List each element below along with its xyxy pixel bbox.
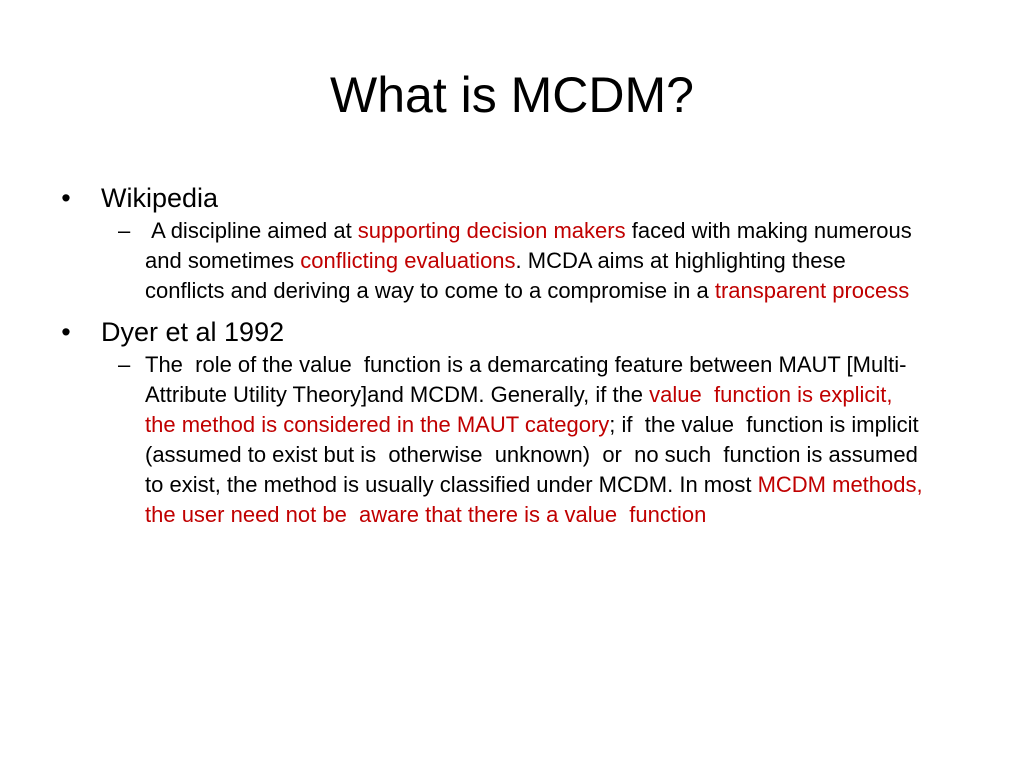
text-segment: A discipline aimed at bbox=[145, 218, 358, 243]
highlight-segment: conflicting evaluations bbox=[300, 248, 516, 273]
highlight-segment: MCDM methods, the user need not be aware that there is a value function bbox=[145, 472, 929, 527]
bullet-heading: Wikipedia bbox=[101, 183, 219, 213]
bullet-item-dyer bbox=[56, 314, 956, 350]
dash-icon: – bbox=[118, 352, 131, 377]
bullet-icon: • bbox=[61, 183, 71, 213]
highlight-segment: transparent process bbox=[714, 278, 910, 303]
dash-icon: – bbox=[118, 218, 131, 243]
highlight-segment: supporting decision makers bbox=[357, 218, 626, 243]
bullet-heading: Dyer et al 1992 bbox=[101, 317, 285, 347]
text-segment: ; if the value function is implicit (assumed to exist but is otherwise unknown) or no such function is assumed to exist, the method is usually classified under MCDM. In most bbox=[145, 412, 931, 497]
slide-title: What is MCDM? bbox=[330, 67, 694, 123]
text-segment: The role of the value function is a demarcating feature between MAUT [Multi-Attribute Utility Theory]and MCDM. Generally, if the bbox=[145, 352, 907, 407]
text-segment: . MCDA aims at highlighting these conflicts and deriving a way to come to a compromise in a bbox=[145, 248, 846, 303]
sub-item-dyer-definition bbox=[56, 350, 931, 530]
highlight-segment: value function is explicit, the method is considered in the MAUT category bbox=[145, 382, 899, 437]
sub-item-wikipedia-definition bbox=[56, 216, 925, 306]
bullet-icon: • bbox=[61, 317, 71, 347]
bullet-item-wikipedia bbox=[56, 180, 956, 216]
text-segment: faced with making numerous and sometimes bbox=[145, 218, 918, 273]
slide-content bbox=[56, 180, 956, 530]
